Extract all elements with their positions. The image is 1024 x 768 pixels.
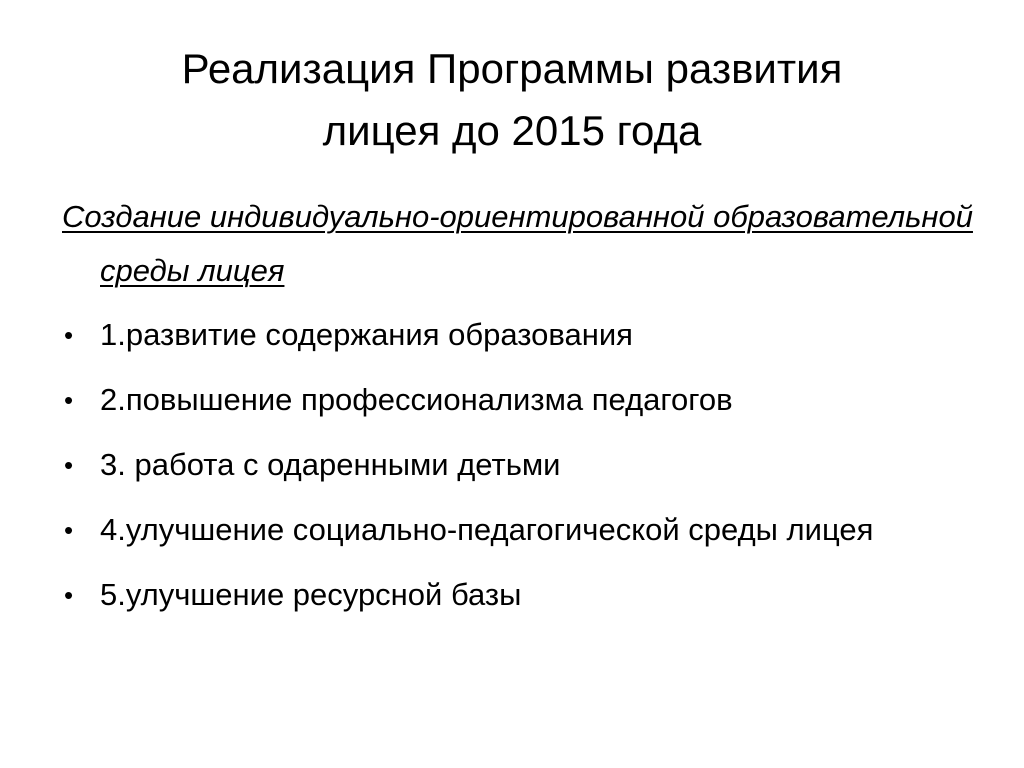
bullet-icon: •: [64, 450, 74, 480]
list-item: [62, 308, 982, 362]
list-item-text: 4.улучшение социально-педагогической среды лицея: [100, 512, 874, 547]
slide-content: [62, 190, 982, 633]
list-item: [62, 373, 982, 427]
list-item: [62, 438, 982, 492]
slide-title-line-1: Реализация Программы развития: [181, 45, 843, 92]
bullet-list: [62, 308, 982, 622]
bullet-icon: •: [64, 320, 74, 350]
list-item-text: 1.развитие содержания образования: [100, 317, 633, 352]
list-item: [62, 568, 982, 622]
list-item-text: 5.улучшение ресурсной базы: [100, 577, 522, 612]
slide-title-line-2: лицея до 2015 года: [322, 107, 702, 154]
slide-title: [60, 38, 964, 162]
bullet-icon: •: [64, 515, 74, 545]
bullet-icon: •: [64, 580, 74, 610]
slide-subtitle: Создание индивидуально-ориентированной образовательной среды лицея: [62, 199, 973, 288]
bullet-icon: •: [64, 385, 74, 415]
list-item: [62, 503, 982, 557]
list-item-text: 3. работа с одаренными детьми: [100, 447, 561, 482]
list-item-text: 2.повышение профессионализма педагогов: [100, 382, 733, 417]
